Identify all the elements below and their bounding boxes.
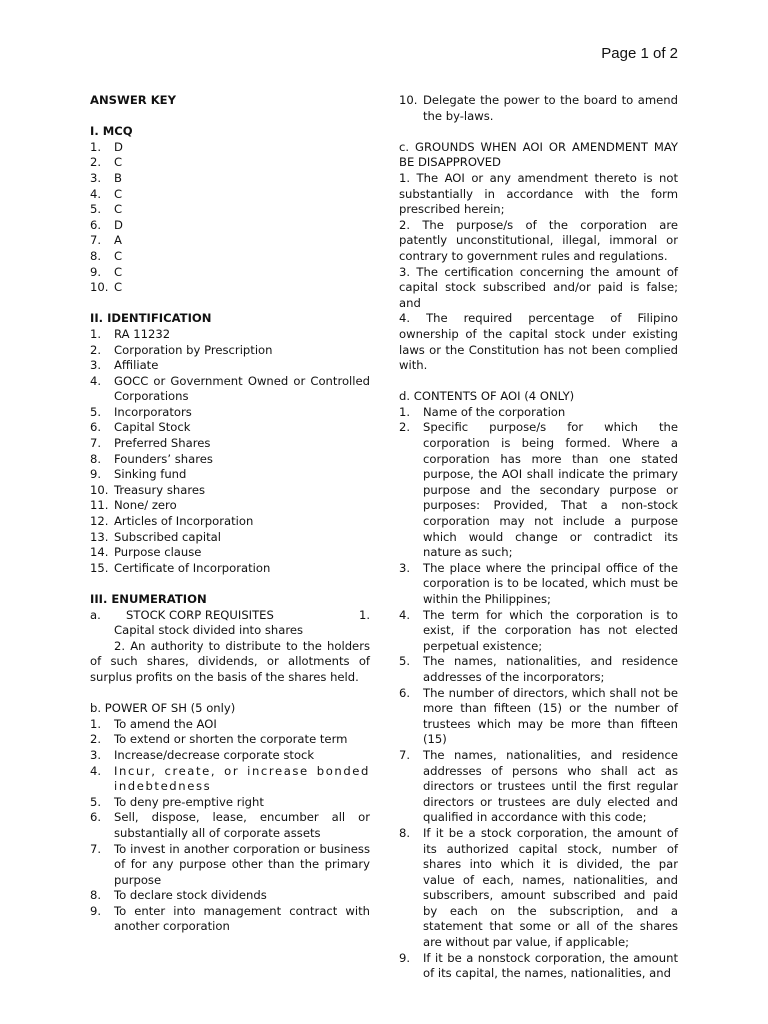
list-item: 1. RA 11232 xyxy=(90,326,171,341)
list-item: 1. D xyxy=(90,139,123,154)
list-item: 4. The required percentage of Filipino ownership of the capital stock under existing laws or the Constitution has not been complied with. xyxy=(399,311,678,373)
list-item: 9. If it be a nonstock corporation, the amount of its capital, the names, nationalities, and xyxy=(399,950,678,981)
list-item: 11. None/ zero xyxy=(90,498,177,513)
list-item: 6. Capital Stock xyxy=(90,420,191,435)
list-item: 4. Incur, create, or increase bonded indebtedness xyxy=(90,763,370,794)
left-column xyxy=(90,93,370,935)
list-item: 10. Delegate the power to the board to amend the by-laws. xyxy=(399,93,678,123)
list-item: 3. Increase/decrease corporate stock xyxy=(90,747,315,762)
list-item: 8. To declare stock dividends xyxy=(90,888,267,903)
requisite-1-number: 1. xyxy=(358,607,370,622)
contents-heading: d. CONTENTS OF AOI (4 ONLY) xyxy=(399,389,575,404)
list-item: 10. Treasury shares xyxy=(90,482,206,497)
requisite-1-text: Capital stock divided into shares xyxy=(114,623,304,638)
list-item: 6. The number of directors, which shall not be more than fifteen (15) or the number of trustees which may be more than fifteen (15) xyxy=(399,685,678,747)
requisite-2-text: 2. An authority to distribute to the holders of such shares, dividends, or allotments of surplus profits on the basis of the shares held. xyxy=(90,638,370,684)
list-item: 3. B xyxy=(90,170,122,185)
list-item: 1. The AOI or any amendment thereto is not substantially in accordance with the form prescribed herein; xyxy=(399,170,678,217)
list-item: 3. Affiliate xyxy=(90,358,159,373)
power-of-sh-list xyxy=(90,717,370,935)
list-item: 5. C xyxy=(90,202,123,217)
answer-key-title: ANSWER KEY xyxy=(90,93,176,107)
list-item: 2. To extend or shorten the corporate term xyxy=(90,732,348,747)
list-item: 2. Corporation by Prescription xyxy=(90,342,273,357)
list-item: 5. Incorporators xyxy=(90,404,192,419)
list-item: 6. Sell, dispose, lease, encumber all or substantially all of corporate assets xyxy=(90,810,370,840)
list-item: 1. Name of the corporation xyxy=(399,404,566,419)
stock-corp-requisites xyxy=(90,608,370,686)
list-item: 5. To deny pre-emptive right xyxy=(90,794,264,809)
list-item: 9. C xyxy=(90,264,123,279)
list-item: 13. Subscribed capital xyxy=(90,529,221,544)
list-item: 4. GOCC or Government Owned or Controlled Corporations xyxy=(90,373,370,404)
list-item: 7. A xyxy=(90,233,122,248)
right-column xyxy=(399,93,678,982)
list-item: 8. C xyxy=(90,248,123,263)
power-of-sh-heading: b. POWER OF SH (5 only) xyxy=(90,701,236,716)
list-item: 3. The place where the principal office of the corporation is to be located, which must be within the Philippines; xyxy=(399,560,678,606)
list-item: 10. C xyxy=(90,280,123,295)
list-item: 5. The names, nationalities, and residence addresses of the incorporators; xyxy=(399,654,678,684)
list-item: 8. If it be a stock corporation, the amount of its authorized capital stock, number of shares into which it is divided, the par value of each, names, nationalities, and subscribers, amount subscribed and paid by each on the subscription, and a statement that some or all of the shares are without par value, if applicable; xyxy=(399,825,678,950)
list-item: 8. Founders’ shares xyxy=(90,451,213,466)
list-item: 12. Articles of Incorporation xyxy=(90,514,254,529)
page-number: Page 1 of 2 xyxy=(601,45,678,62)
grounds-list xyxy=(399,171,678,374)
contents-list xyxy=(399,405,678,982)
requisites-letter: a. xyxy=(90,607,101,622)
enumeration-heading: III. ENUMERATION xyxy=(90,592,207,606)
list-item: 9. To enter into management contract with another corporation xyxy=(90,903,370,934)
list-item: 15. Certificate of Incorporation xyxy=(90,560,271,575)
grounds-heading: c. GROUNDS WHEN AOI OR AMENDMENT MAY BE DISAPPROVED xyxy=(399,139,678,170)
list-item: 3. The certification concerning the amount of capital stock subscribed and/or paid is false; and xyxy=(399,264,678,310)
list-item: 7. Preferred Shares xyxy=(90,436,211,451)
list-item: 2. C xyxy=(90,155,123,170)
requisites-title-line xyxy=(90,608,370,624)
list-item: 1. To amend the AOI xyxy=(90,716,217,731)
identification-heading: II. IDENTIFICATION xyxy=(90,311,212,326)
list-item: 4. The term for which the corporation is to exist, if the corporation has not elected perpetual existence; xyxy=(399,607,678,653)
list-item: 4. C xyxy=(90,186,123,201)
list-item: 7. To invest in another corporation or business of for any purpose other than the primary purpose xyxy=(90,841,370,887)
list-item: 9. Sinking fund xyxy=(90,467,187,482)
mcq-heading: I. MCQ xyxy=(90,124,133,139)
list-item: 2. Specific purpose/s for which the corporation is being formed. Where a corporation has more than one stated purpose, the AOI shall indicate the primary purpose and the secondary purpose or purposes: Provided, That a non-stock corporation may not include a purpose which would change or contradict its nature as such; xyxy=(399,420,678,560)
mcq-list xyxy=(90,140,370,296)
list-item: 14. Purpose clause xyxy=(90,545,202,560)
list-item: 7. The names, nationalities, and residence addresses of persons who shall act as directors or trustees until the first regular directors or trustees are duly elected and qualified in accordance with this code; xyxy=(399,747,678,825)
requisites-title: STOCK CORP REQUISITES xyxy=(126,607,274,622)
list-item: 2. The purpose/s of the corporation are patently unconstitutional, illegal, immoral or contrary to government rules and regulations. xyxy=(399,217,678,263)
identification-list xyxy=(90,327,370,577)
list-item: 6. D xyxy=(90,217,123,232)
